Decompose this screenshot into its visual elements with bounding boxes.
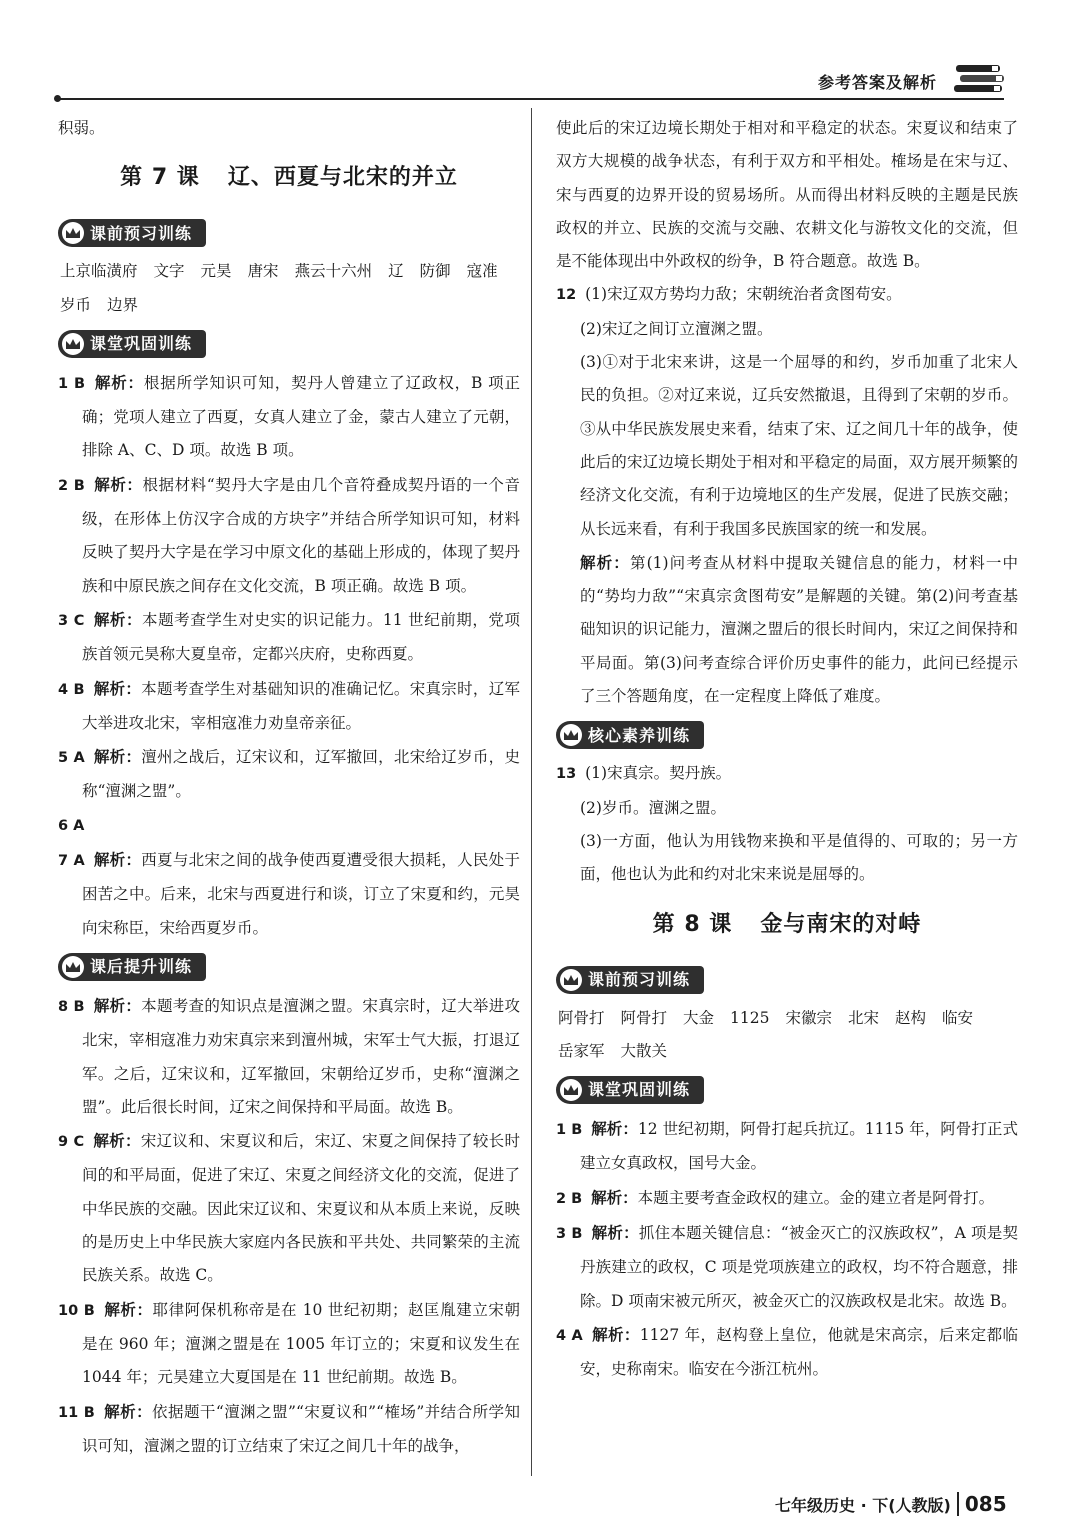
lesson-7-title [58, 145, 520, 211]
books-icon [952, 62, 1008, 94]
term: 边界 [107, 295, 139, 314]
term: 文字 [153, 262, 185, 281]
crown-icon [62, 956, 84, 978]
term-list [58, 255, 520, 322]
term: 岳家军 [558, 1041, 605, 1060]
term: 寇准 [466, 262, 498, 281]
lesson-name: 金与南宋的对峙 [760, 911, 922, 937]
answer-subpart: (2)宋辽之间订立澶渊之盟。 [580, 319, 773, 338]
header-dot [54, 95, 61, 102]
section-title: 课堂巩固训练 [90, 334, 193, 354]
section-header [556, 1071, 1018, 1109]
answer-item: 3 C 解析：本题考查学生对史实的识记能力。11 世纪前期，党项族首领元昊称大夏皇帝，定都兴庆府，史称西夏。 [58, 609, 520, 664]
section-header [58, 325, 520, 363]
lesson-name: 辽、西夏与北宋的并立 [227, 165, 458, 191]
answer-item: 9 C 解析：宋辽议和、宋夏议和后，宋辽、宋夏之间保持了较长时间的和平局面，促进了宋辽、宋夏之间经济文化的交流，促进了中华民族的交融。因此宋辽议和、宋夏议和从本质上来说，反映的是历史上中华民族大家庭内各民族和平共处、共同繁荣的主流民族关系。故选 C。 [58, 1131, 520, 1285]
answer-item: 5 A 解析：澶州之战后，辽宋议和，辽军撤回，北宋给辽岁币，史称“澶渊之盟”。 [58, 747, 520, 801]
section-title: 核心素养训练 [588, 725, 691, 745]
column-divider [531, 108, 532, 1476]
header-title: 参考答案及解析 [818, 73, 938, 92]
continuation-text: 积弱。 [58, 119, 105, 137]
answer-analysis: 解析：第(1)问考查从材料中提取关键信息的能力，材料一中的“势均力敌”“宋真宗贪图苟安”是解题的关键。第(2)问考查基础知识的识记能力，澶渊之盟后的很长时间内，宋辽之间保持和平局面。第(3)问考查综合评价历史事件的能力，此问已经提示了三个答题角度，在一定程度上降低了难度。 [580, 552, 1018, 706]
page-footer [775, 1492, 1007, 1516]
term: 阿骨打 [558, 1008, 605, 1027]
term: 防御 [419, 262, 451, 281]
term: 赵构 [895, 1008, 927, 1027]
term-list [556, 1002, 1018, 1069]
section-title: 课前预习训练 [588, 969, 691, 989]
answer-subpart: (3)①对于北宋来讲，这是一个屈辱的和约，岁币加重了北宋人民的负担。②对辽来说，辽兵安然撤退，且得到了宋朝的岁币。③从中华民族发展史来看，结束了宋、辽之间几十年的战争，使此后的宋辽边境长期处于相对和平稳定的局面，双方展开频繁的经济文化交流，有利于边境地区的生产发展，促进了民族交融；从长远来看，有利于我国多民族国家的统一和发展。 [580, 353, 1018, 538]
answer-subpart: (2)岁币。澶渊之盟。 [580, 798, 726, 817]
section-title: 课前预习训练 [90, 223, 193, 243]
section-title: 课堂巩固训练 [588, 1080, 691, 1100]
crown-icon [62, 222, 84, 244]
term: 北宋 [848, 1008, 880, 1027]
answer-item: 10 B 解析：耶律阿保机称帝是在 10 世纪初期；赵匡胤建立宋朝是在 960 年；澶渊之盟是在 1005 年订立的；宋夏和议发生在 1044 年；元昊建立大夏国是在 11 世纪前期。故选 B。 [58, 1299, 520, 1387]
answer-item: 11 B 解析：依据题干“澶渊之盟”“宋夏议和”“榷场”并结合所学知识可知，澶渊之盟的订立结束了宋辽之间几十年的战争， [58, 1401, 520, 1455]
lesson-number: 第 8 课 [652, 911, 733, 937]
section-header [58, 214, 520, 252]
answer-item: 8 B 解析：本题考查的知识点是澶渊之盟。宋真宗时，辽大举进攻北宋，宰相寇准力劝宋真宗来到澶州城，宋军士气大振，打退辽军。之后，辽宋议和，辽军撤回，宋朝给辽岁币，史称“澶渊之盟”。此后很长时间，辽宋之间保持和平局面。故选 B。 [58, 995, 520, 1116]
crown-icon [62, 333, 84, 355]
lesson-number: 第 7 课 [120, 165, 200, 191]
term: 岁币 [60, 295, 92, 314]
term: 大散关 [620, 1041, 668, 1060]
answer-subpart: (3)一方面，他认为用钱物来换和平是值得的、可取的；另一方面，他也认为此和约对北宋来说是屈辱的。 [580, 831, 1018, 884]
term: 辽 [388, 262, 404, 281]
answer-item: 13 (1)宋真宗。契丹族。 [556, 764, 732, 783]
header-rule [58, 98, 1004, 100]
term: 上京临潢府 [60, 262, 138, 281]
left-column [58, 112, 520, 1463]
term: 元昊 [200, 262, 232, 281]
answer-item: 7 A 解析：西夏与北宋之间的战争使西夏遭受很大损耗，人民处于困苦之中。后来，北宋与西夏进行和谈，订立了宋夏和约，元昊向宋称臣，宋给西夏岁币。 [58, 850, 520, 937]
lesson-8-title [556, 892, 1018, 958]
answer-item: 2 B 解析：本题主要考查金政权的建立。金的建立者是阿骨打。 [556, 1187, 995, 1207]
answer-item: 1 B 解析：根据所学知识可知，契丹人曾建立了辽政权，B 项正确；党项人建立了西夏，女真人建立了金，蒙古人建立了元朝，排除 A、C、D 项。故选 B 项。 [58, 372, 520, 460]
term: 宋徽宗 [785, 1008, 833, 1027]
term: 1125 [730, 1008, 770, 1027]
term: 唐宋 [247, 262, 279, 281]
answer-item: 6 A [58, 817, 85, 834]
answer-item: 1 B 解析：12 世纪初期，阿骨打起兵抗辽。1115 年，阿骨打正式建立女真政权，国号大金。 [556, 1119, 1018, 1173]
term: 燕云十六州 [294, 262, 373, 281]
section-header [58, 948, 520, 986]
answer-item: 12 (1)宋辽双方势均力敌；宋朝统治者贪图苟安。 [556, 285, 902, 304]
answer-item: 2 B 解析：根据材料“契丹大字是由几个音符叠成契丹语的一个音级，在形体上仿汉字合成的方块字”并结合所学知识可知，材料反映了契丹大字是在学习中原文化的基础上形成的，体现了契丹族和中原民族之间存在文化交流，B 项正确。故选 B 项。 [58, 474, 520, 595]
continuation-text: 使此后的宋辽边境长期处于相对和平稳定的状态。宋夏议和结束了双方大规模的战争状态，有利于双方和平相处。榷场是在宋与辽、宋与西夏的边界开设的贸易场所。从而得出材料反映的主题是民族政权的并立、民族的交流与交融、农耕文化与游牧文化的交流，但是不能体现出中外政权的纷争，B 符合题意。故选 B。 [556, 119, 1018, 271]
page-number: 085 [957, 1492, 1007, 1516]
term: 临安 [942, 1008, 974, 1027]
section-header [556, 716, 1018, 754]
answer-item: 4 B 解析：本题考查学生对基础知识的准确记忆。宋真宗时，辽军大举进攻北宋，宰相寇准力劝皇帝亲征。 [58, 678, 520, 732]
answer-item: 4 A 解析：1127 年，赵构登上皇位，他就是宋高宗，后来定都临安，史称南宋。临安在今浙江杭州。 [556, 1324, 1018, 1379]
right-column [556, 112, 1018, 1387]
answer-item: 3 B 解析：抓住本题关键信息：“被金灭亡的汉族政权”，A 项是契丹族建立的政权，C 项是党项族建立的政权，均不符合题意，排除。D 项南宋被元所灭，被金灭亡的汉族政权是北宋。故选 B。 [556, 1223, 1018, 1310]
section-title: 课后提升训练 [90, 957, 193, 977]
book-title: 七年级历史 · 下(人教版) [775, 1495, 951, 1515]
crown-icon [560, 724, 582, 746]
term: 大金 [683, 1008, 715, 1027]
crown-icon [560, 969, 582, 991]
term: 阿骨打 [620, 1008, 668, 1027]
crown-icon [560, 1079, 582, 1101]
section-header [556, 961, 1018, 999]
